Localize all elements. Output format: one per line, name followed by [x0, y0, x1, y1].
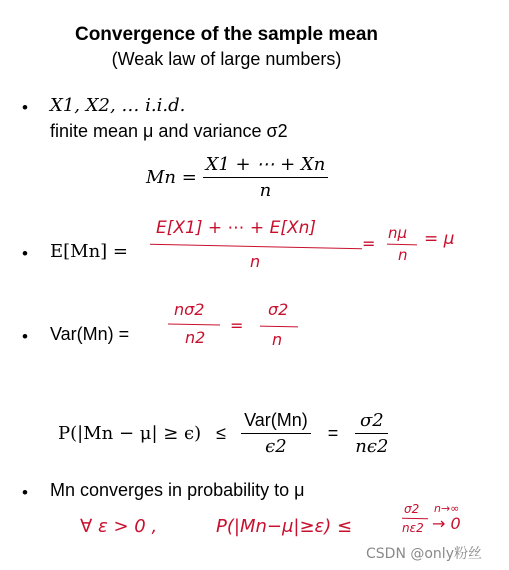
slide-subtitle: (Weak law of large numbers) [111, 49, 342, 69]
mn-numerator: X1 + ⋯ + Xn [203, 154, 329, 178]
hand-arrow-label: n→∞ [434, 502, 460, 515]
convergence-text: Mn converges in probability to μ [50, 480, 305, 500]
hand-nmu-denominator: n [398, 246, 408, 264]
chebyshev-inequality [58, 410, 388, 457]
hand-variance-denominator: n2 [185, 328, 206, 347]
hand-fraction-bar-5 [402, 518, 428, 520]
variance-lhs-text: Var(Mn) = [50, 324, 130, 344]
hand-n-denominator: n [272, 330, 283, 349]
iid-variables: X1, X2, … i.i.d. [50, 95, 186, 116]
bullet-2: • [22, 244, 28, 263]
hand-limit-arrow: → 0 [432, 514, 461, 533]
hand-bound-numerator: σ2 [404, 502, 420, 516]
mean-variance-text: finite mean μ and variance σ2 [50, 121, 288, 141]
hand-forall-epsilon: ∀ ε > 0 , [80, 516, 158, 537]
chebyshev-den-1: ϵ2 [265, 436, 287, 457]
chebyshev-den-2: nϵ2 [355, 436, 389, 457]
hand-expectation-denominator: n [250, 252, 261, 271]
variance-lhs [50, 324, 129, 345]
expectation-lhs: E[Mn] = [50, 241, 129, 262]
chebyshev-le: ≤ [216, 423, 227, 443]
hand-probability-bound: P(|Mn−μ|≥ε) ≤ [216, 516, 353, 537]
chebyshev-fraction-1 [241, 410, 311, 457]
slide-title: Convergence of the sample mean [74, 24, 379, 45]
hand-nmu-numerator: nμ [388, 224, 408, 242]
chebyshev-fraction-2 [355, 410, 388, 457]
hand-equals-mu: = μ [424, 229, 455, 249]
chebyshev-eq: = [327, 423, 339, 443]
hand-equals-1: = [362, 234, 376, 253]
hand-expectation-numerator: E[X1] + ⋯ + E[Xn] [156, 218, 316, 238]
bullet-1: • [22, 98, 28, 117]
chebyshev-lhs: P(|Mn − μ| ≥ ϵ) [58, 423, 202, 444]
hand-fraction-bar-4 [260, 326, 298, 328]
chebyshev-num-2: σ2 [355, 410, 388, 434]
watermark: CSDN @only粉丝 [366, 546, 482, 562]
hand-sigma-squared: σ2 [268, 300, 289, 319]
mn-lhs: Mn = [146, 167, 197, 188]
mn-denominator: n [259, 180, 272, 201]
mn-definition [146, 154, 328, 201]
hand-fraction-bar-1 [150, 244, 362, 249]
chebyshev-num-1: Var(Mn) [241, 410, 311, 434]
hand-variance-numerator: nσ2 [174, 300, 205, 319]
hand-equals-2: = [230, 316, 244, 335]
bullet-4: • [22, 483, 28, 502]
hand-fraction-bar-3 [168, 323, 220, 325]
bullet-3: • [22, 327, 28, 346]
hand-bound-denominator: nε2 [402, 521, 424, 535]
